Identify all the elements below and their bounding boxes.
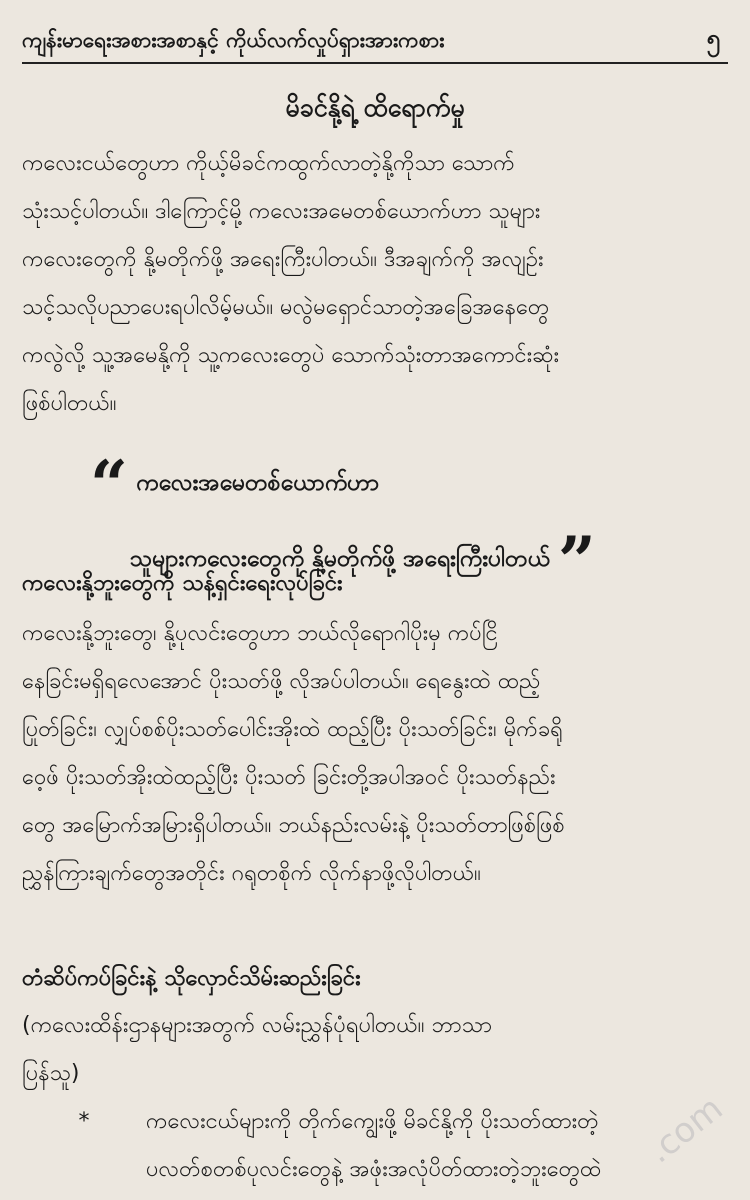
watermark: .com (639, 1088, 730, 1172)
page-header (22, 20, 728, 64)
section-paragraph: ကလေးငယ်တွေဟာ ကိုယ့်မိခင်ကထွက်လာတဲ့နို့ကိုသာ သောက် သုံးသင့်ပါတယ်။ ဒါကြောင့်မို့ ကလေးအမေတစ်ယောက်ဟာ သူများ ကလေးတွေကို နို့မတိုက်ဖို့ အရေးကြီးပါတယ်။ ဒီအချက်ကို အလျဉ်း သင့်သလိုပညာပေးရပါလိမ့်မယ်။ မလွဲမရှောင်သာတဲ့အခြေအနေတွေ ကလွဲလို့ သူ့အမေနို့ကို သူ့ကလေးတွေပဲ သောက်သုံးတာအကောင်းဆုံး ဖြစ်ပါတယ်။ (22, 151, 560, 416)
subsection-paragraph-labeling: (ကလေးထိန်းဌာနများအတွက် လမ်းညွှန်ပုံရပါတယ်။ ဘာသာ ပြန်သူ) (22, 1013, 492, 1086)
pull-quote-line-1 (90, 445, 690, 524)
close-quote-mark: ” (557, 522, 596, 600)
bullet-item (22, 1098, 728, 1194)
section-title: မိခင်နို့ရဲ့ ထိရောက်မှု (285, 93, 465, 122)
asterisk-bullet: * (78, 1109, 90, 1134)
bullet-text: ကလေးငယ်များကို တိုက်ကျွေးဖို့ မိခင်နို့ကို ပိုးသတ်ထားတဲ့ ပလတ်စတစ်ပုလင်းတွေနဲ့ အဖုံးအလုံပိတ်ထားတဲ့ဘူးတွေထဲ (146, 1109, 602, 1182)
open-quote-mark: “ (90, 446, 128, 524)
page-number: ၅ (706, 24, 720, 52)
subsection-heading-labeling: တံဆိပ်ကပ်ခြင်းနဲ့ သိုလှောင်သိမ်းဆည်းခြင်း (22, 966, 361, 991)
subsection-heading-cleaning: ကလေးနို့ဘူးတွေကို သန့်ရှင်းရေးလုပ်ခြင်း (22, 571, 343, 596)
pull-quote-line-1-text: ကလေးအမေတစ်ယောက်ဟာ (135, 470, 380, 496)
running-title: ကျန်းမာရေးအစားအစာနှင့် ကိုယ်လက်လှုပ်ရှားအားကစား (22, 28, 445, 52)
pull-quote-line-2-text: သူများကလေးတွေကို နို့မတိုက်ဖို့ အရေးကြီးပါတယ် (130, 546, 550, 572)
subsection-paragraph-cleaning: ကလေးနို့ဘူးတွေ၊ နို့ပုလင်းတွေဟာ ဘယ်လိုရောဂါပိုးမှ ကပ်ငြိ နေခြင်းမရှိရလေအောင် ပိုးသတ်ဖို့ လိုအပ်ပါတယ်။ ရေနွေးထဲ ထည့် ပြုတ်ခြင်း၊ လျှပ်စစ်ပိုးသတ်ပေါင်းအိုးထဲ ထည့်ပြီး ပိုးသတ်ခြင်း၊ မိုက်ခရို ဝေ့ဖ် ပိုးသတ်အိုးထဲထည့်ပြီး ပိုးသတ် ခြင်းတို့အပါအဝင် ပိုးသတ်နည်း တွေ အမြောက်အမြားရှိပါတယ်။ ဘယ်နည်းလမ်းနဲ့ ပိုးသတ်တာဖြစ်ဖြစ် ညွှန်ကြားချက်တွေအတိုင်း ဂရုတစိုက် လိုက်နာဖို့လိုပါတယ်။ (22, 621, 565, 886)
